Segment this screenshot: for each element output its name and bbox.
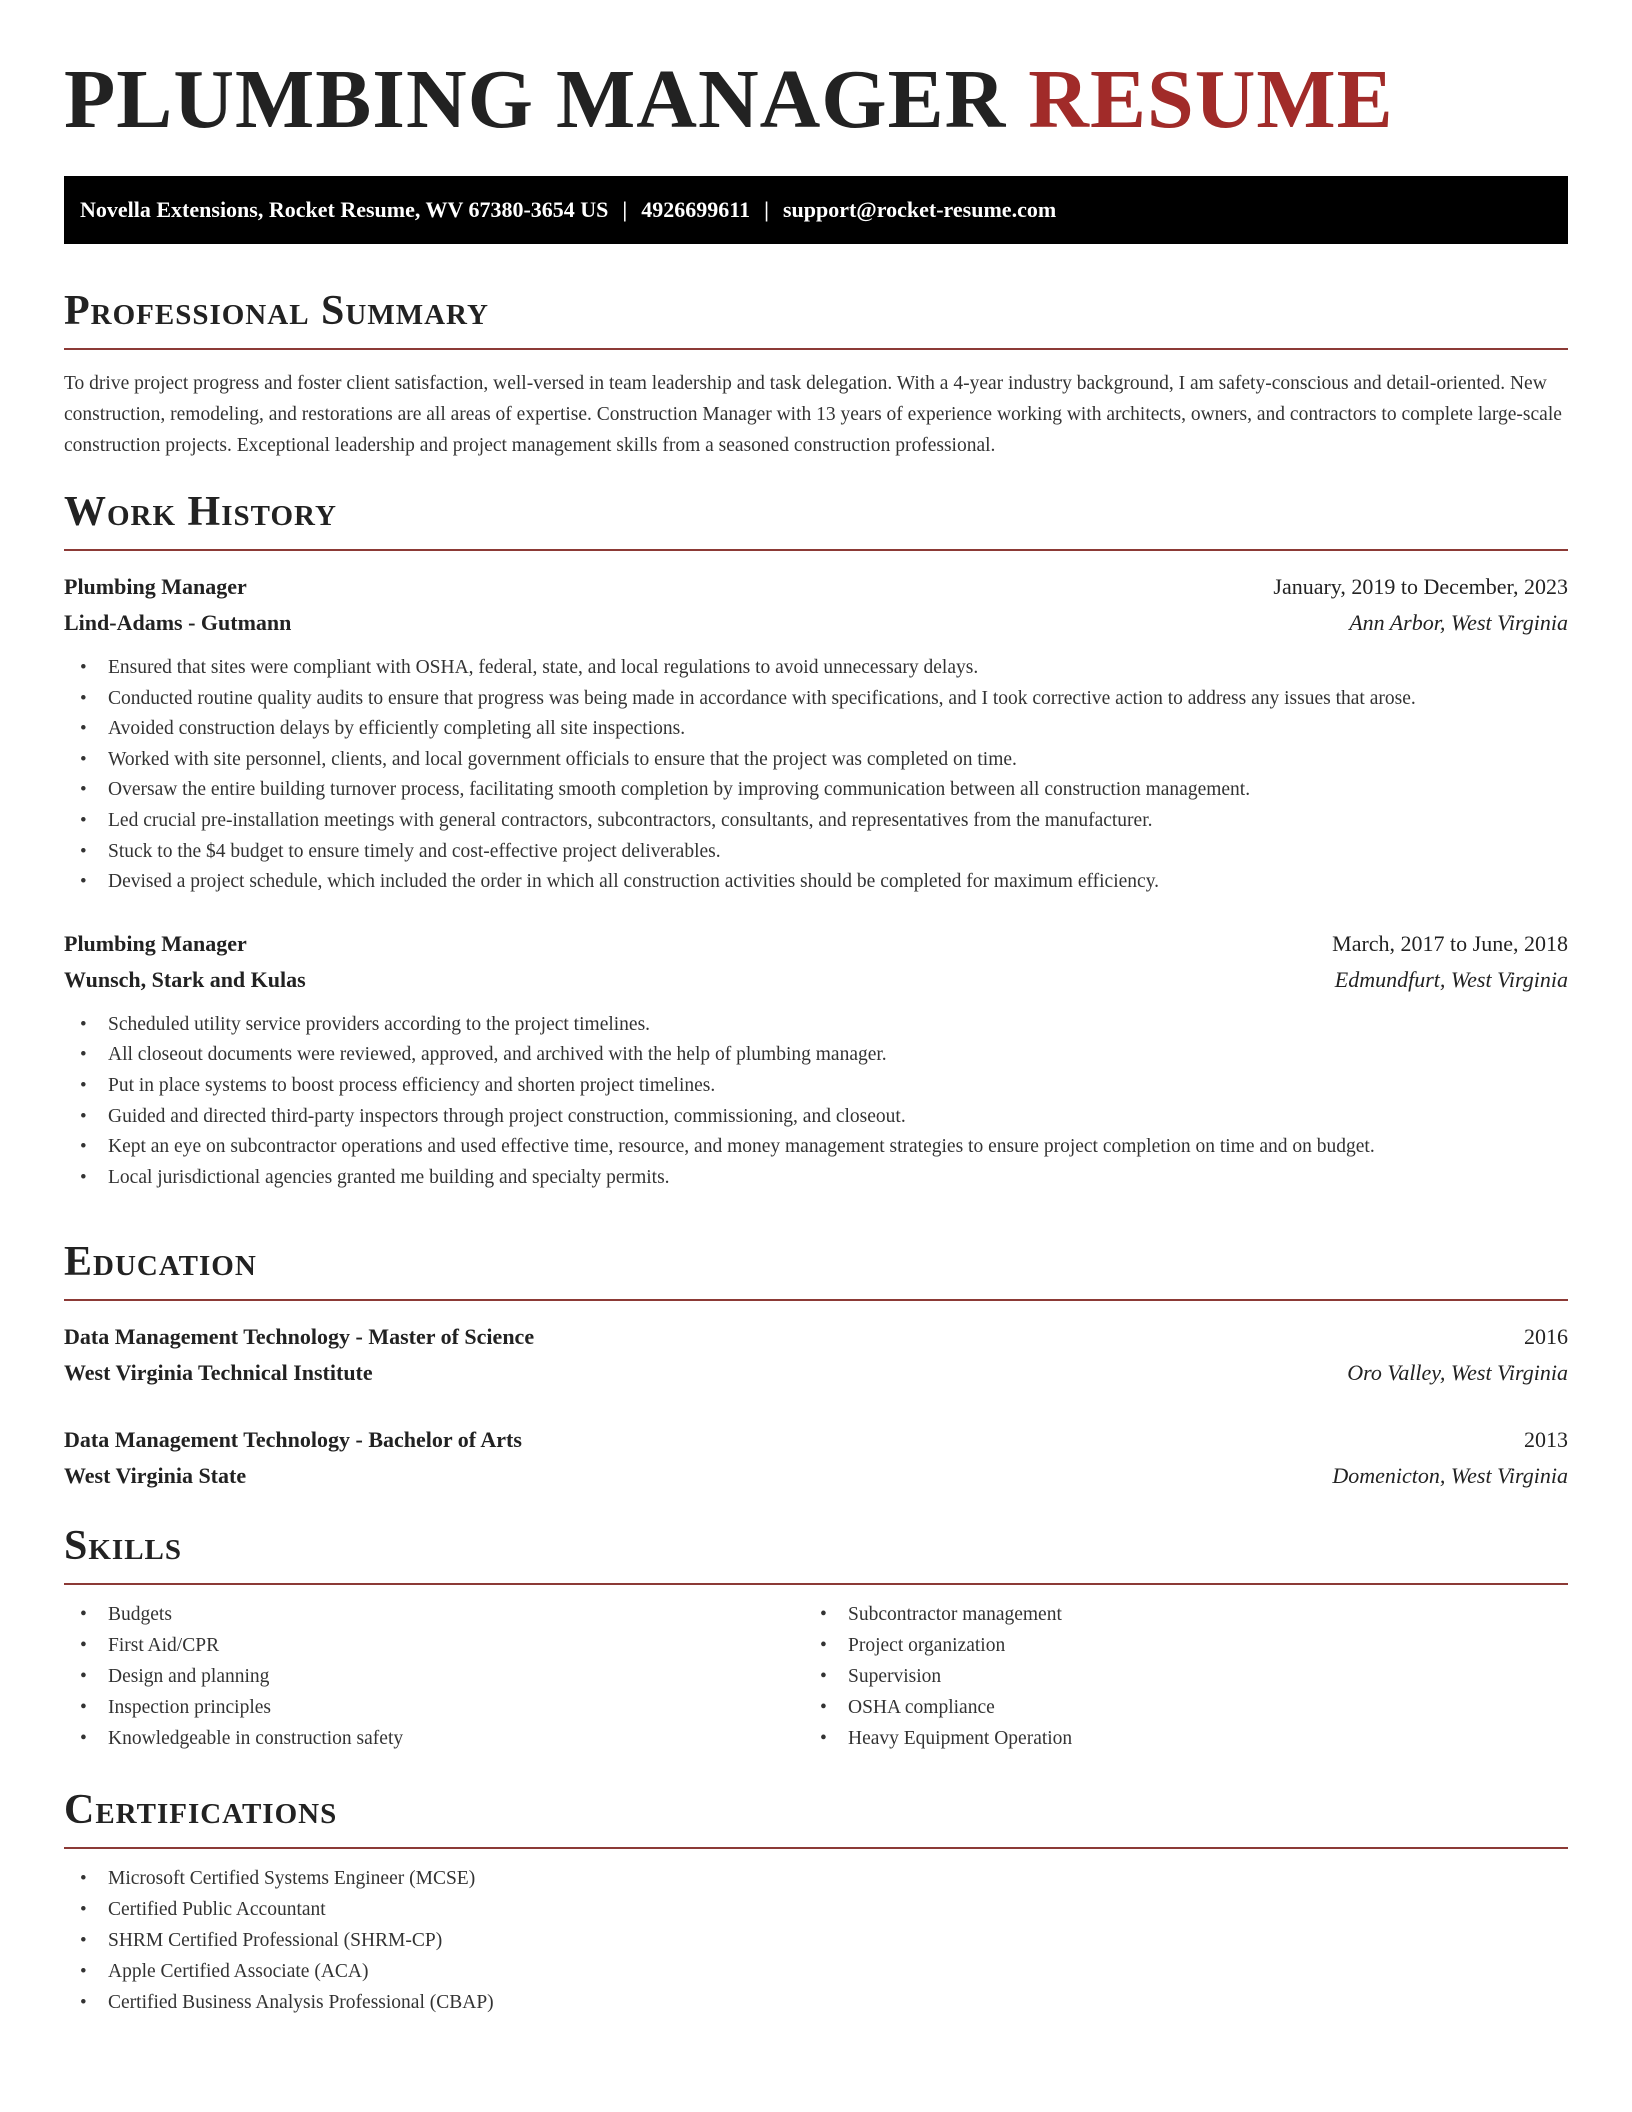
list-item: • First Aid/CPR — [64, 1630, 804, 1661]
page-title — [64, 53, 1394, 146]
list-item: • Subcontractor management — [804, 1599, 1544, 1630]
job-company: Lind-Adams - Gutmann — [64, 610, 292, 635]
job-company-row — [64, 962, 1568, 998]
list-item: • Put in place systems to boost process efficiency and shorten project timelines. — [64, 1071, 1568, 1102]
list-item: • Apple Certified Associate (ACA) — [64, 1956, 1568, 1987]
list-item: • Led crucial pre-installation meetings with general contractors, subcontractors, consultants, and representatives from the manufacturer. — [64, 806, 1568, 837]
education-school: West Virginia Technical Institute — [64, 1360, 373, 1385]
list-item: • Guided and directed third-party inspectors through project construction, commissioning, and closeout. — [64, 1102, 1568, 1133]
list-item: • Oversaw the entire building turnover process, facilitating smooth completion by improving communication between all construction management. — [64, 775, 1568, 806]
list-item: • Knowledgeable in construction safety — [64, 1723, 804, 1754]
list-item: • Project organization — [804, 1630, 1544, 1661]
job-title: Plumbing Manager — [64, 574, 247, 599]
job-header-row — [64, 569, 1568, 605]
job-bullets — [64, 653, 1568, 898]
skills-list-right — [804, 1599, 1544, 1754]
education-school: West Virginia State — [64, 1463, 247, 1488]
list-item: • SHRM Certified Professional (SHRM-CP) — [64, 1925, 1568, 1956]
list-item: • All closeout documents were reviewed, approved, and archived with the help of plumbing manager. — [64, 1040, 1568, 1071]
education-degree: Data Management Technology - Bachelor of Arts — [64, 1427, 522, 1452]
list-item: • Kept an eye on subcontractor operations and used effective time, resource, and money management strategies to ensure project completion on time and on budget. — [64, 1132, 1568, 1163]
skills-section — [64, 1525, 1568, 1754]
education-entry — [64, 1319, 1568, 1391]
title-accent: RESUME — [1028, 53, 1394, 146]
list-item: • Avoided construction delays by efficiently completing all site inspections. — [64, 714, 1568, 745]
summary-heading: Professional Summary — [64, 290, 1568, 350]
education-degree: Data Management Technology - Master of Science — [64, 1324, 535, 1349]
job-header-row — [64, 926, 1568, 962]
list-item: • Supervision — [804, 1661, 1544, 1692]
list-item: • Local jurisdictional agencies granted me building and specialty permits. — [64, 1163, 1568, 1194]
list-item: • Ensured that sites were compliant with OSHA, federal, state, and local regulations to avoid unnecessary delays. — [64, 653, 1568, 684]
summary-section — [64, 290, 1568, 461]
job-location: Edmundfurt, West Virginia — [1334, 966, 1568, 992]
education-section — [64, 1241, 1568, 1494]
job-location: Ann Arbor, West Virginia — [1349, 610, 1568, 635]
contact-bar — [64, 176, 1568, 244]
title-main: PLUMBING MANAGER — [64, 53, 1007, 146]
list-item: • OSHA compliance — [804, 1692, 1544, 1723]
job-bullets — [64, 1010, 1568, 1194]
job-entry — [64, 926, 1568, 1194]
contact-address: Novella Extensions, Rocket Resume, WV 67380-3654 US — [80, 197, 609, 222]
list-item: • Worked with site personnel, clients, and local government officials to ensure that the project was completed on time. — [64, 745, 1568, 776]
contact-separator: | — [622, 197, 628, 222]
job-title: Plumbing Manager — [64, 930, 247, 956]
education-entry — [64, 1422, 1568, 1494]
list-item: • Inspection principles — [64, 1692, 804, 1723]
skills-columns — [64, 1599, 1568, 1754]
list-item: • Budgets — [64, 1599, 804, 1630]
job-company-row — [64, 605, 1568, 641]
education-location: Domenicton, West Virginia — [1332, 1463, 1568, 1488]
education-heading: Education — [64, 1241, 1568, 1301]
work-history-heading: Work History — [64, 491, 1568, 551]
list-item: • Certified Business Analysis Professional (CBAP) — [64, 1987, 1568, 2018]
education-location: Oro Valley, West Virginia — [1347, 1360, 1568, 1385]
education-degree-row — [64, 1319, 1568, 1355]
education-school-row — [64, 1458, 1568, 1494]
job-entry — [64, 569, 1568, 898]
list-item: • Scheduled utility service providers according to the project timelines. — [64, 1010, 1568, 1041]
summary-text: To drive project progress and foster client satisfaction, well-versed in team leadership and task delegation. With a 4-year industry background, I am safety-conscious and detail-oriented. New construction, remodeling, and restorations are all areas of expertise. Construction Manager with 13 years of experience working with architects, owners, and contractors to complete large-scale construction projects. Exceptional leadership and project management skills from a seasoned construction professional. — [64, 373, 1562, 456]
contact-email[interactable]: support@rocket-resume.com — [782, 197, 1057, 222]
education-degree-row — [64, 1422, 1568, 1458]
contact-separator: | — [764, 197, 769, 222]
work-history-section — [64, 491, 1568, 1193]
education-school-row — [64, 1355, 1568, 1391]
job-company: Wunsch, Stark and Kulas — [64, 966, 306, 992]
skills-list-left — [64, 1599, 804, 1754]
list-item: • Stuck to the $4 budget to ensure timely and cost-effective project deliverables. — [64, 837, 1568, 868]
list-item: • Microsoft Certified Systems Engineer (MCSE) — [64, 1863, 1568, 1894]
education-year: 2016 — [1524, 1324, 1568, 1349]
certifications-section — [64, 1789, 1568, 2018]
certifications-list — [64, 1863, 1568, 2018]
list-item: • Conducted routine quality audits to ensure that progress was being made in accordance with specifications, and I took corrective action to address any issues that arose. — [64, 684, 1568, 715]
contact-phone: 4926699611 — [641, 197, 751, 222]
skills-heading: Skills — [64, 1525, 1568, 1585]
job-dates: January, 2019 to December, 2023 — [1273, 574, 1568, 599]
job-dates: March, 2017 to June, 2018 — [1332, 930, 1568, 956]
certifications-heading: Certifications — [64, 1789, 1568, 1849]
education-year: 2013 — [1524, 1427, 1568, 1452]
list-item: • Certified Public Accountant — [64, 1894, 1568, 1925]
list-item: • Heavy Equipment Operation — [804, 1723, 1544, 1754]
list-item: • Design and planning — [64, 1661, 804, 1692]
list-item: • Devised a project schedule, which included the order in which all construction activities should be completed for maximum efficiency. — [64, 867, 1568, 898]
